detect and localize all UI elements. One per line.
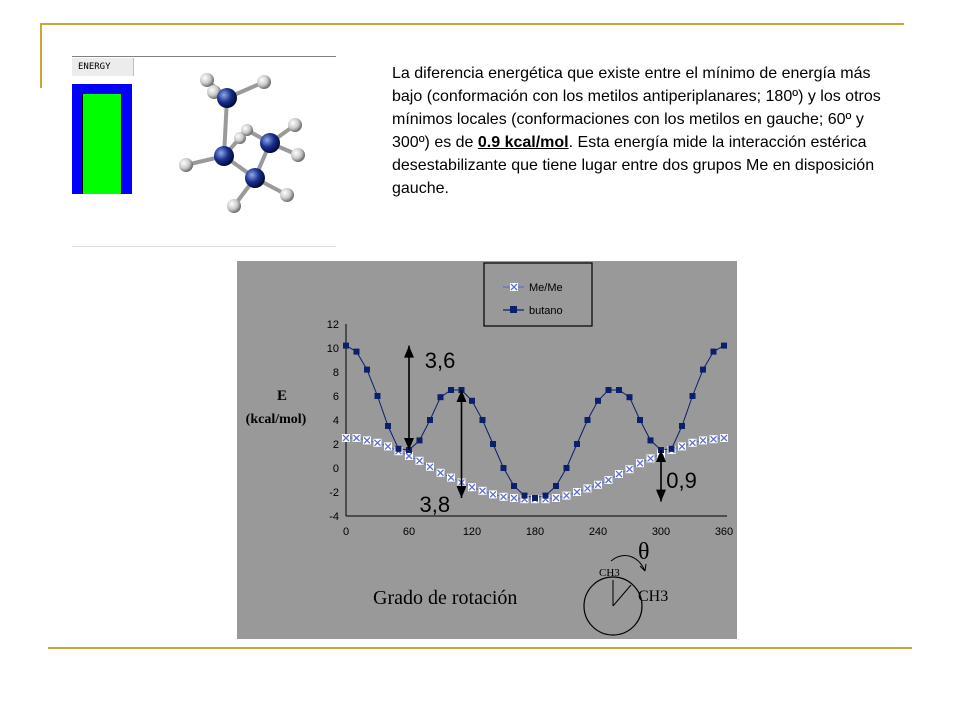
butano-point: [396, 446, 402, 452]
butano-point: [574, 441, 580, 447]
butano-point: [669, 446, 675, 452]
me-me-point: [710, 435, 718, 443]
butano-point: [427, 417, 433, 423]
butano-point: [700, 367, 706, 373]
butano-point: [364, 367, 370, 373]
panel-bottom-border: [72, 246, 336, 247]
butano-point: [721, 343, 727, 349]
butano-point: [480, 417, 486, 423]
butano-point: [532, 495, 538, 501]
butano-point: [522, 493, 528, 499]
energy-bar: [72, 84, 132, 194]
left-rule: [40, 23, 42, 88]
legend-label-me-me: Me/Me: [529, 282, 563, 294]
hydrogen-atoms: [179, 73, 305, 213]
butano-point: [616, 387, 622, 393]
molecule-panel: [72, 56, 336, 248]
me-me-point: [342, 434, 350, 442]
butano-point: [595, 398, 601, 404]
butano-point: [585, 417, 591, 423]
me-me-point: [605, 476, 613, 484]
energy-bar-fill: [82, 94, 122, 194]
butano-point: [627, 394, 633, 400]
butano-point: [553, 483, 559, 489]
me-me-point: [584, 484, 592, 492]
energy-difference-highlight: 0.9 kcal/mol: [477, 134, 569, 151]
y-tick-label: -2: [329, 487, 339, 499]
butano-point: [648, 437, 654, 443]
butano-point: [711, 349, 717, 355]
description-text-2: . Esta energía mide la interacción estérica desestabilizante que tiene lugar entre dos grupos Me en disposición gauche.: [392, 134, 875, 197]
y-tick-label: 0: [332, 463, 339, 475]
legend-marker-butano: [510, 306, 517, 313]
me-me-point: [405, 452, 413, 460]
x-axis-label: Grado de rotación: [373, 587, 518, 609]
y-axis-label-e: E: [276, 388, 288, 404]
top-rule: [40, 23, 904, 25]
me-me-point: [647, 454, 655, 462]
me-me-point: [563, 492, 571, 500]
annotation-label: 0,9: [666, 468, 697, 493]
energy-chart: [237, 261, 737, 639]
me-me-point: [374, 439, 382, 447]
butano-point: [690, 393, 696, 399]
me-me-point: [720, 434, 728, 442]
energy-label: ENERGY: [72, 58, 134, 76]
butano-point: [417, 437, 423, 443]
legend-label-butano: butano: [529, 305, 563, 317]
x-tick-label: 120: [462, 526, 482, 538]
x-tick-label: 240: [588, 526, 608, 538]
theta-symbol: θ: [638, 539, 650, 565]
me-me-point: [626, 465, 634, 473]
butano-point: [511, 483, 517, 489]
me-me-point: [416, 457, 424, 465]
x-tick-label: 180: [525, 526, 545, 538]
me-me-point: [363, 436, 371, 444]
butano-point: [606, 387, 612, 393]
y-axis-label-units: (kcal/mol): [245, 412, 307, 427]
y-tick-label: 8: [332, 367, 339, 379]
y-tick-label: 10: [326, 343, 339, 355]
butano-point: [543, 493, 549, 499]
me-me-point: [447, 474, 455, 482]
bottom-rule: [48, 647, 912, 649]
butano-point: [564, 465, 570, 471]
me-me-point: [552, 494, 560, 502]
newman-front-group: CH3: [638, 588, 669, 605]
me-me-point: [353, 434, 361, 442]
me-me-point: [636, 459, 644, 467]
butano-point: [375, 393, 381, 399]
butano-point: [385, 423, 391, 429]
y-tick-label: 2: [332, 439, 339, 451]
y-tick-label: 6: [332, 391, 339, 403]
butano-point: [469, 398, 475, 404]
butano-point: [679, 423, 685, 429]
energy-chart-svg: [237, 261, 737, 639]
butano-point: [490, 441, 496, 447]
me-me-point: [426, 463, 434, 471]
me-me-point: [594, 481, 602, 489]
me-me-point: [479, 487, 487, 495]
me-me-point: [489, 490, 497, 498]
y-tick-label: 12: [326, 319, 339, 331]
annotation-label: 3,6: [424, 348, 456, 373]
me-me-point: [500, 493, 508, 501]
butane-molecule-model: [172, 68, 322, 238]
x-tick-label: 360: [714, 526, 734, 538]
me-me-point: [678, 442, 686, 450]
y-tick-label: -4: [329, 511, 339, 523]
x-tick-label: 60: [402, 526, 416, 538]
me-me-point: [699, 436, 707, 444]
butano-point: [501, 465, 507, 471]
x-tick-label: 300: [651, 526, 671, 538]
me-me-point: [689, 439, 697, 447]
annotation-label: 3,8: [419, 492, 451, 517]
butano-point: [354, 349, 360, 355]
me-me-point: [615, 470, 623, 478]
me-me-point: [384, 442, 392, 450]
me-me-point: [468, 483, 476, 491]
me-me-point: [510, 494, 518, 502]
butano-point: [448, 387, 454, 393]
me-me-point: [573, 488, 581, 496]
description-text-1: La diferencia energética que existe entre el mínimo de energía más bajo (conformación con los metilos antiperiplanares; 180º) y los otros mínimos locales (conformaciones con los metilos en gauche; 60º y 300º) es de: [392, 65, 881, 151]
butano-point: [343, 343, 349, 349]
butano-point: [438, 394, 444, 400]
panel-top-border: [72, 56, 336, 57]
me-me-point: [437, 469, 445, 477]
y-tick-label: 4: [332, 415, 339, 427]
description-paragraph: [392, 62, 892, 200]
butano-point: [637, 417, 643, 423]
x-tick-label: 0: [342, 526, 350, 538]
newman-back-group: CH3: [599, 567, 620, 579]
